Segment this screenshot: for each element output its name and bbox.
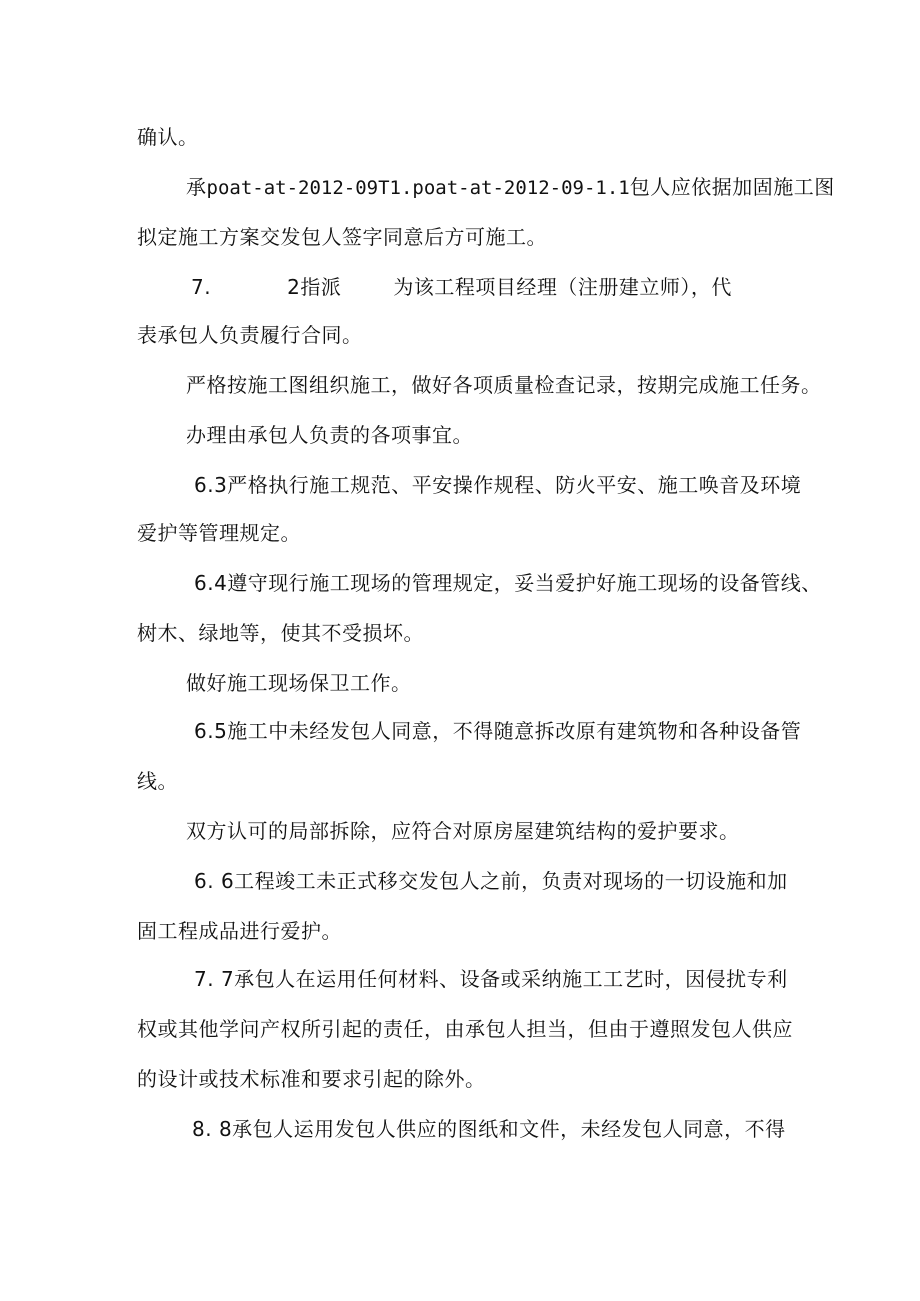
text-line: 8. 8承包人运用发包人供应的图纸和文件，未经发包人同意，不得 bbox=[192, 1117, 786, 1141]
text-line bbox=[191, 274, 732, 300]
text-line: 树木、绿地等，使其不受损坏。 bbox=[137, 621, 424, 645]
reference-code: poat-at-2012-09T1.poat-at-2012-09-1.1 bbox=[206, 177, 630, 199]
text-fragment: 承 bbox=[186, 175, 207, 199]
text-line: 6.5施工中未经发包人同意，不得随意拆改原有建筑物和各种设备管 bbox=[194, 719, 802, 743]
text-line: 双方认可的局部拆除，应符合对原房屋建筑结构的爱护要求。 bbox=[186, 819, 740, 843]
text-line: 办理由承包人负责的各项事宜。 bbox=[186, 423, 473, 447]
text-fragment: 为该工程项目经理（注册建立师），代 bbox=[393, 275, 732, 299]
text-line: 6.3严格执行施工规范、平安操作规程、防火平安、施工唤音及环境 bbox=[194, 473, 802, 497]
text-fragment: 2指派 bbox=[287, 275, 342, 299]
text-line: 7. 7承包人在运用任何材料、设备或采纳施工工艺时，因侵扰专利 bbox=[194, 967, 788, 991]
text-line: 做好施工现场保卫工作。 bbox=[186, 671, 412, 695]
text-line: 严格按施工图组织施工，做好各项质量检查记录，按期完成施工任务。 bbox=[186, 373, 822, 397]
text-line: 固工程成品进行爱护。 bbox=[137, 919, 342, 943]
text-line: 6.4遵守现行施工现场的管理规定，妥当爱护好施工现场的设备管线、 bbox=[194, 571, 822, 595]
text-line: 权或其他学问产权所引起的责任，由承包人担当，但由于遵照发包人供应 bbox=[137, 1017, 793, 1041]
text-line: 6. 6工程竣工未正式移交发包人之前，负责对现场的一切设施和加 bbox=[194, 869, 788, 893]
text-line: 拟定施工方案交发包人签字同意后方可施工。 bbox=[137, 225, 547, 249]
text-line bbox=[186, 174, 835, 201]
text-line: 的设计或技术标准和要求引起的除外。 bbox=[137, 1067, 486, 1091]
text-fragment: 包人应依据加固施工图 bbox=[629, 175, 835, 199]
text-line: 确认。 bbox=[137, 125, 199, 149]
text-line: 爱护等管理规定。 bbox=[137, 521, 301, 545]
text-line: 线。 bbox=[137, 769, 178, 793]
text-fragment: 7. bbox=[191, 275, 212, 299]
text-line: 表承包人负责履行合同。 bbox=[137, 323, 363, 347]
